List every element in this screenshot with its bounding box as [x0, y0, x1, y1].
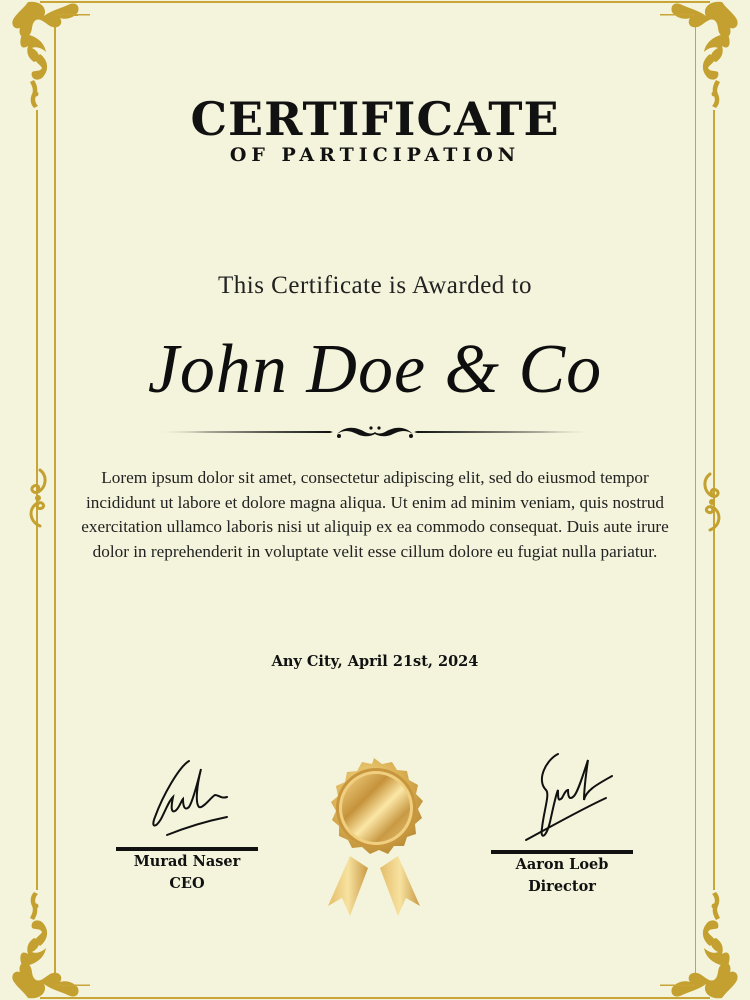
awarded-to-text: This Certificate is Awarded to: [217, 272, 532, 299]
signature-icon: [502, 750, 622, 848]
side-scroll-ornament-icon: [26, 468, 50, 528]
date-location-line: Any City, April 21st, 2024: [271, 653, 479, 670]
side-scroll-ornament-icon: [700, 472, 724, 532]
recipient-name: John Doe & Co: [147, 331, 603, 408]
signature-block-ceo: [116, 755, 258, 895]
signatory-role: CEO: [169, 875, 205, 892]
signatory-name: Murad Naser: [133, 853, 241, 870]
certificate-title: CERTIFICATE: [190, 92, 560, 146]
corner-ornament-icon: [660, 890, 750, 1000]
signature-block-director: [491, 750, 633, 898]
gold-award-seal-icon: [310, 756, 438, 922]
certificate-subtitle: OF PARTICIPATION: [229, 144, 521, 166]
certificate-body-text: Lorem ipsum dolor sit amet, consectetur adipiscing elit, sed do eiusmod tempor incididunt ut labore et dolore magna aliqua. Ut enim ad minim veniam, quis nostrud exercitation ullamco laboris nisi ut aliquip ex ea commodo consequat. Duis aute irure dolor in reprehenderit in voluptate velit esse cillum dolore eu fugiat nulla pariatur.: [81, 468, 669, 561]
border-top-line: [40, 1, 710, 3]
corner-ornament-icon: [0, 890, 90, 1000]
signatory-name: Aaron Loeb: [515, 856, 609, 873]
flourish-divider-icon: [155, 422, 595, 444]
signature-icon: [127, 755, 247, 845]
border-bottom-line: [40, 997, 710, 999]
signatory-role: Director: [528, 878, 596, 895]
